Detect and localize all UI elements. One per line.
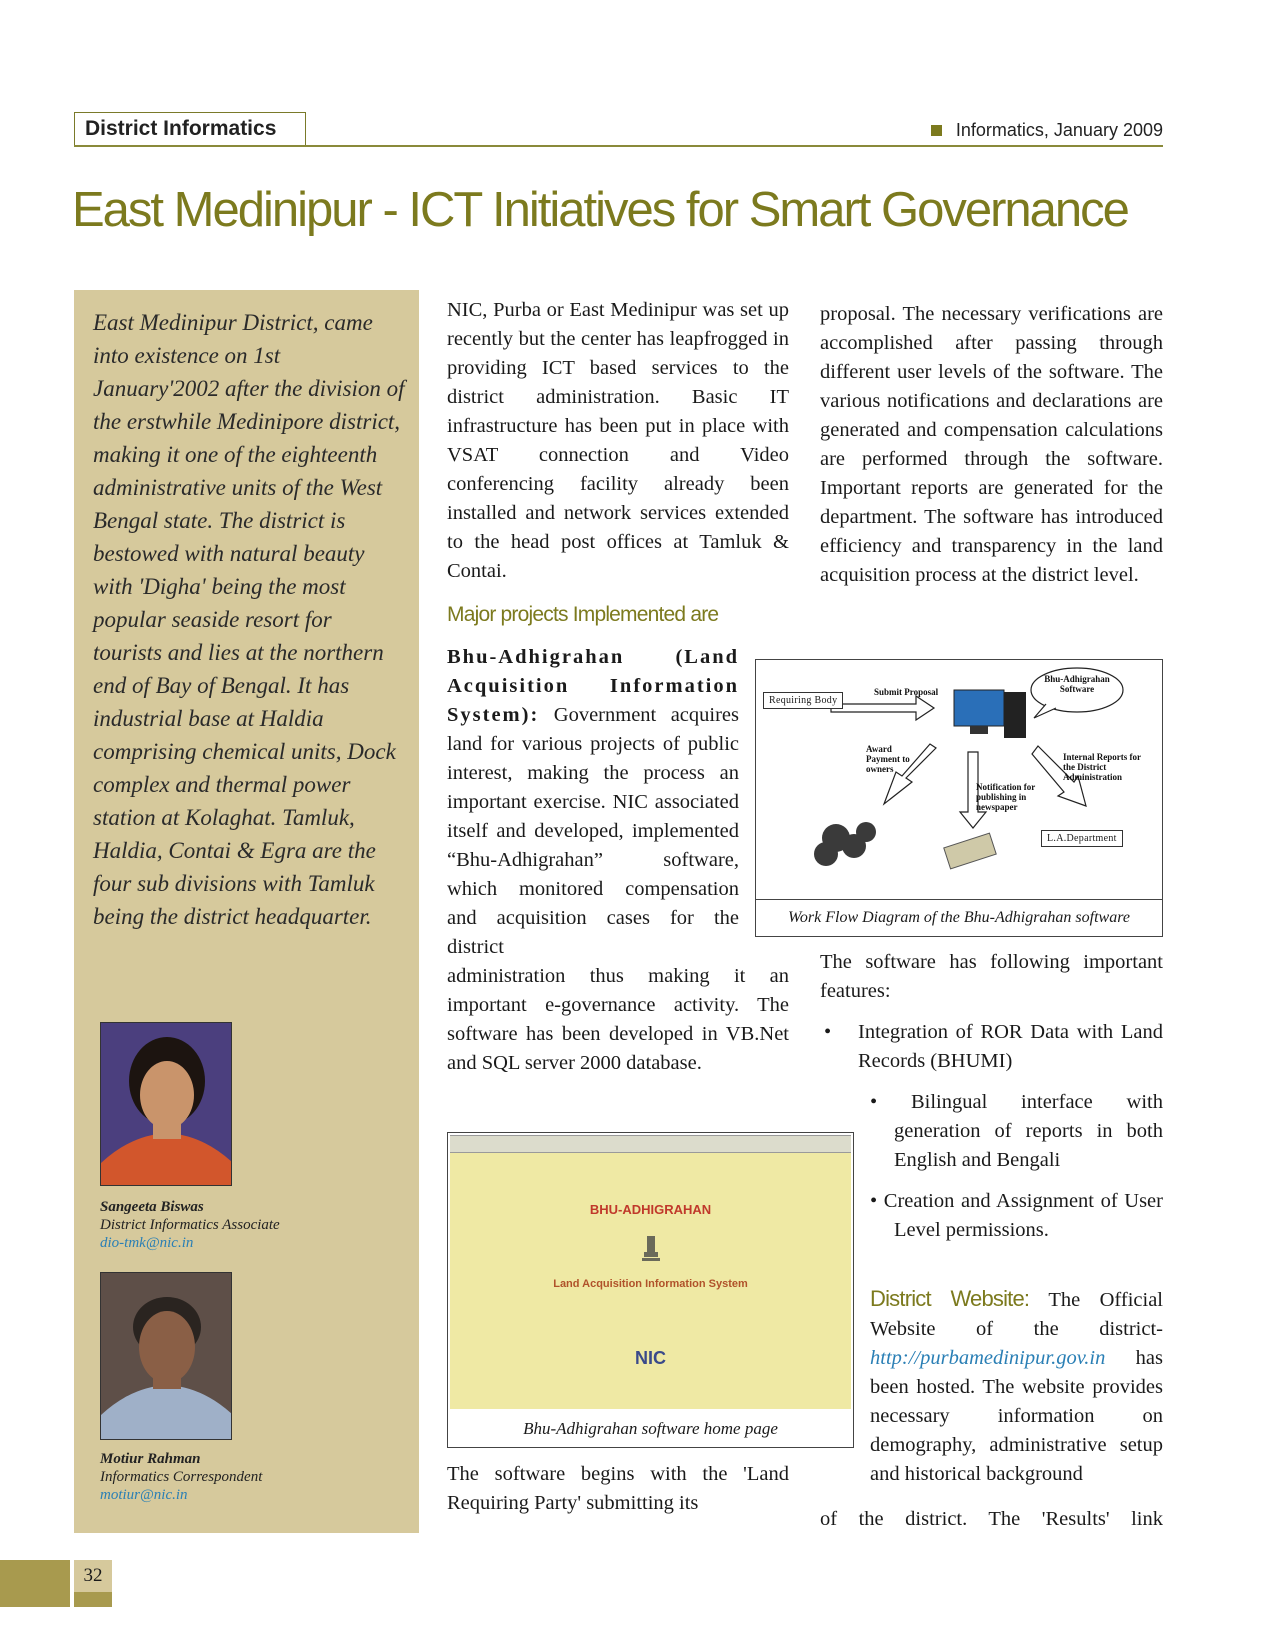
body-paragraph: NIC, Purba or East Medinipur was set up recently but the center has leapfrogged in providing ICT based services to the district administration. Basic IT infrastructure has been put in place with VSAT connection and Video conferencing facility already been installed and network services extended to the head post offices at Tamluk & Contai. — [447, 299, 789, 582]
author-credit — [100, 1450, 400, 1504]
section-subheading: Major projects Implemented are — [447, 603, 719, 626]
author-name: Sangeeta Biswas — [100, 1199, 204, 1215]
section-label: District Informatics — [74, 112, 306, 146]
software-screenshot-figure — [447, 1132, 854, 1448]
website-section — [870, 1284, 1163, 1489]
author-credit — [100, 1198, 400, 1252]
la-department-node: L.A.Department — [1041, 830, 1123, 847]
project-text: Government acquires land for various projects of public interest, making the process an important exercise. NIC associated itself and developed, implemented “Bhu-Adhigrahan” software, which monitored compensation and acquisition cases for the district — [447, 704, 739, 958]
body-paragraph — [447, 643, 739, 962]
features-section — [820, 948, 1163, 1245]
figure-caption: Work Flow Diagram of the Bhu-Adhigrahan software — [756, 899, 1162, 936]
article-title: East Medinipur - ICT Initiatives for Smart Governance — [72, 183, 1128, 237]
author-email-link[interactable]: dio-tmk@nic.in — [100, 1235, 194, 1251]
requiring-body-node: Requiring Body — [763, 692, 843, 709]
screenshot-window — [450, 1135, 851, 1409]
emblem-icon — [450, 1234, 851, 1269]
person-portrait-icon — [101, 1023, 232, 1186]
list-item — [820, 1088, 1163, 1175]
author-role: District Informatics Associate — [100, 1217, 280, 1233]
bullet-icon: • — [870, 1091, 911, 1113]
nic-logo: NIC — [635, 1348, 666, 1368]
bullet-icon: • — [870, 1190, 884, 1212]
award-payment-label: Award Payment to owners — [866, 744, 910, 774]
body-paragraph: proposal. The necessary verifications are accomplished after passing through different user levels of the software. The various notifications and declarations are generated and compensation calculations are performed through the software. Important reports are generated for the department. The software has introduced efficiency and transparency in the land acquisition process at the district level. — [820, 303, 1163, 586]
screenshot-menubar — [450, 1136, 851, 1153]
screenshot-app-title: BHU-ADHIGRAHAN — [589, 1202, 712, 1217]
body-paragraph: of the district. The 'Results' link — [820, 1508, 1163, 1530]
internal-reports-label: Internal Reports for the District Administration — [1063, 752, 1141, 782]
feature-text: Bilingual interface with generation of reports in both English and Bengali — [894, 1091, 1163, 1171]
body-column-2 — [447, 296, 789, 1078]
submit-proposal-label: Submit Proposal — [874, 687, 939, 697]
software-node-label: Bhu-Adhigrahan Software — [1044, 674, 1110, 694]
author-photo — [100, 1272, 232, 1440]
bullet-icon: • — [824, 1021, 832, 1043]
feature-text: Creation and Assignment of User Level permissions. — [883, 1190, 1163, 1241]
issue-line — [931, 120, 1163, 141]
features-intro: The software has following important features: — [820, 951, 1163, 1002]
features-list — [820, 1018, 1163, 1245]
author-photo — [100, 1022, 232, 1186]
feature-text: Integration of ROR Data with Land Records (BHUMI) — [858, 1021, 1163, 1072]
body-paragraph: administration thus making it an important e-governance activity. The software has been developed in VB.Net and SQL server 2000 database. — [447, 965, 789, 1074]
list-item — [820, 1018, 1163, 1076]
workflow-diagram — [755, 659, 1163, 937]
website-link[interactable]: http://purbamedinipur.gov.in — [870, 1347, 1106, 1369]
screenshot-subtitle: Land Acquisition Information System — [553, 1278, 748, 1290]
project-label: Bhu-Adhigrahan (Land Acquisition Information System): — [447, 646, 739, 726]
figure-caption: Bhu-Adhigrahan software home page — [523, 1419, 778, 1438]
person-portrait-icon — [101, 1273, 232, 1440]
footer-bar — [74, 1592, 112, 1607]
website-text: The Official Website of the district- — [870, 1289, 1163, 1340]
author-role: Informatics Correspondent — [100, 1469, 263, 1485]
footer-block — [0, 1560, 70, 1607]
notification-label: Notification for publishing in newspaper — [976, 782, 1036, 812]
website-heading: District Website: — [870, 1286, 1030, 1311]
website-text: has been hosted. The website provides necessary information on demography, administrative setup and historical background — [870, 1347, 1163, 1485]
intro-text: East Medinipur District, came into existence on 1st January'2002 after the division of the erstwhile Medinipore district, making it one of the eighteenth administrative units of the West Bengal state. The district is bestowed with natural beauty with 'Digha' being the most popular seaside resort for tourists and lies at the northern end of Bay of Bengal. It has industrial base at Haldia comprising chemical units, Dock complex and thermal power station at Kolaghat. Tamluk, Haldia, Contai & Egra are the four sub divisions with Tamluk being the district headquarter. — [93, 310, 405, 929]
square-bullet-icon — [931, 125, 942, 136]
body-paragraph: The software begins with the 'Land Requiring Party' submitting its — [447, 1463, 789, 1514]
page-number: 32 — [74, 1560, 112, 1592]
issue-date: Informatics, January 2009 — [955, 120, 1163, 140]
list-item — [820, 1187, 1163, 1245]
header-rule — [74, 145, 1163, 147]
author-email-link[interactable]: motiur@nic.in — [100, 1487, 188, 1503]
author-name: Motiur Rahman — [100, 1451, 201, 1467]
